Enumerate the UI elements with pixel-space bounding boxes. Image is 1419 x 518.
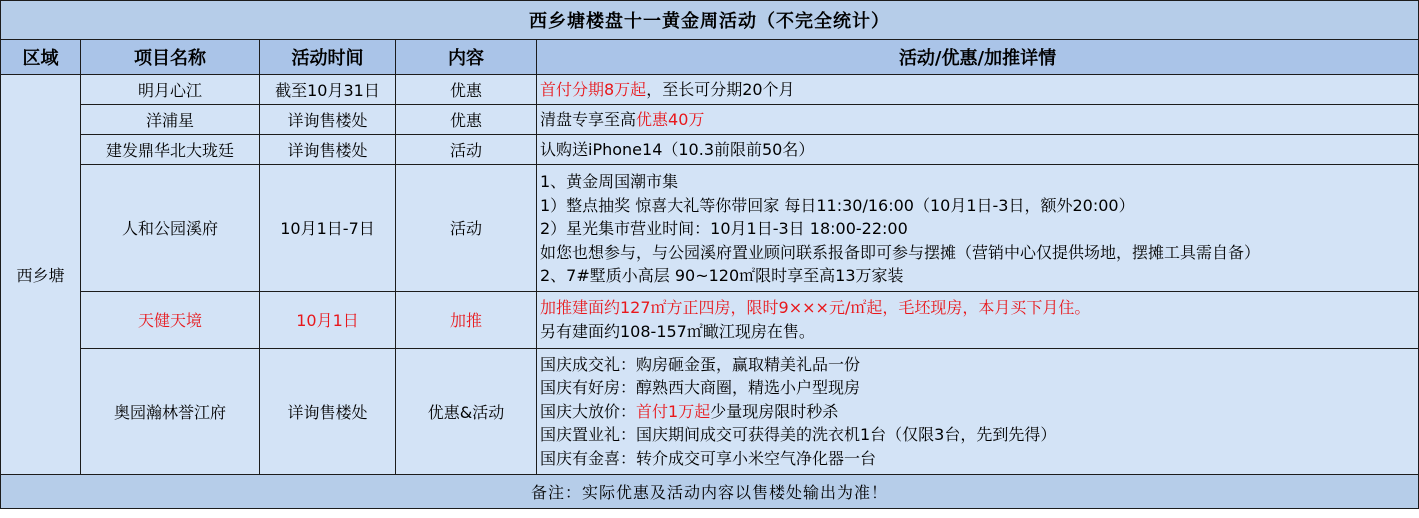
table-row	[1, 75, 1419, 105]
detail-line: 如您也想参与，与公园溪府置业顾问联系报备即可参与摆摊（营销中心仅提供场地，摆摊工具需自备）	[540, 242, 1261, 262]
time-cell: 截至10月31日	[260, 75, 396, 105]
table-row	[1, 105, 1419, 135]
header-details: 活动/优惠/加推详情	[537, 40, 1419, 75]
header-region: 区域	[1, 40, 81, 75]
footer-row	[1, 475, 1419, 509]
detail-line	[540, 78, 1418, 102]
content-cell: 活动	[396, 135, 537, 165]
content-cell: 活动	[396, 165, 537, 292]
detail-highlight: 优惠40万	[636, 109, 705, 129]
detail-line	[540, 108, 1418, 132]
details-cell	[537, 348, 1419, 475]
detail-text: ，至长可分期20个月	[646, 79, 795, 99]
detail-line: 国庆有好房：醇熟西大商圈，精选小户型现房	[540, 378, 861, 397]
project-cell: 奥园瀚林誉江府	[81, 348, 260, 475]
time-cell: 详询售楼处	[260, 105, 396, 135]
header-project: 项目名称	[81, 40, 260, 75]
table-row	[1, 348, 1419, 475]
detail-line: 2）星光集市营业时间：10月1日-3日 18:00-22:00	[540, 219, 908, 238]
content-cell: 优惠&活动	[396, 348, 537, 475]
table-row	[1, 135, 1419, 165]
table-row	[1, 291, 1419, 348]
region-cell: 西乡塘	[1, 75, 81, 475]
detail-text: 少量现房限时秒杀	[710, 401, 839, 421]
header-time: 活动时间	[260, 40, 396, 75]
content-cell: 优惠	[396, 75, 537, 105]
details-cell	[537, 291, 1419, 348]
detail-line	[540, 400, 1418, 424]
detail-line: 1、黄金周国潮市集	[540, 172, 679, 191]
project-cell: 明月心江	[81, 75, 260, 105]
footer-note: 备注：实际优惠及活动内容以售楼处输出为准！	[1, 475, 1419, 509]
header-row	[1, 40, 1419, 75]
header-content: 内容	[396, 40, 537, 75]
detail-line: 国庆置业礼：国庆期间成交可获得美的洗衣机1台（仅限3台，先到先得）	[540, 425, 1057, 444]
details-cell	[537, 135, 1419, 165]
detail-text: 清盘专享至高	[540, 109, 637, 129]
table-title: 西乡塘楼盘十一黄金周活动（不完全统计）	[1, 1, 1419, 40]
detail-text: 国庆大放价：	[540, 401, 637, 421]
time-cell: 10月1日-7日	[260, 165, 396, 292]
detail-line: 1）整点抽奖 惊喜大礼等你带回家 每日11:30/16:00（10月1日-3日，额外20:00）	[540, 195, 1135, 215]
content-cell: 优惠	[396, 105, 537, 135]
details-cell	[537, 105, 1419, 135]
detail-line: 加推建面约127㎡方正四房，限时9×××元/㎡起，毛坯现房，本月买下月住。	[540, 298, 1091, 317]
details-cell	[537, 165, 1419, 292]
table-row	[1, 165, 1419, 292]
detail-line: 国庆有金喜：转介成交可享小米空气净化器一台	[540, 448, 877, 468]
detail-line: 2、7#墅质小高层 90~120㎡限时享至高13万家装	[540, 266, 904, 285]
detail-line: 认购送iPhone14（10.3前限前50名）	[540, 139, 815, 159]
time-cell: 详询售楼处	[260, 135, 396, 165]
time-cell: 详询售楼处	[260, 348, 396, 475]
time-cell: 10月1日	[260, 291, 396, 348]
project-cell: 洋浦星	[81, 105, 260, 135]
title-row	[1, 1, 1419, 40]
project-cell: 人和公园溪府	[81, 165, 260, 292]
content-cell: 加推	[396, 291, 537, 348]
detail-line: 国庆成交礼：购房砸金蛋，赢取精美礼品一份	[540, 354, 861, 374]
detail-highlight: 首付分期8万起	[540, 79, 647, 99]
project-cell: 天健天境	[81, 291, 260, 348]
detail-line: 另有建面约108-157㎡瞰江现房在售。	[540, 321, 815, 341]
project-cell: 建发鼎华北大珑廷	[81, 135, 260, 165]
details-cell	[537, 75, 1419, 105]
detail-highlight: 首付1万起	[636, 401, 711, 421]
